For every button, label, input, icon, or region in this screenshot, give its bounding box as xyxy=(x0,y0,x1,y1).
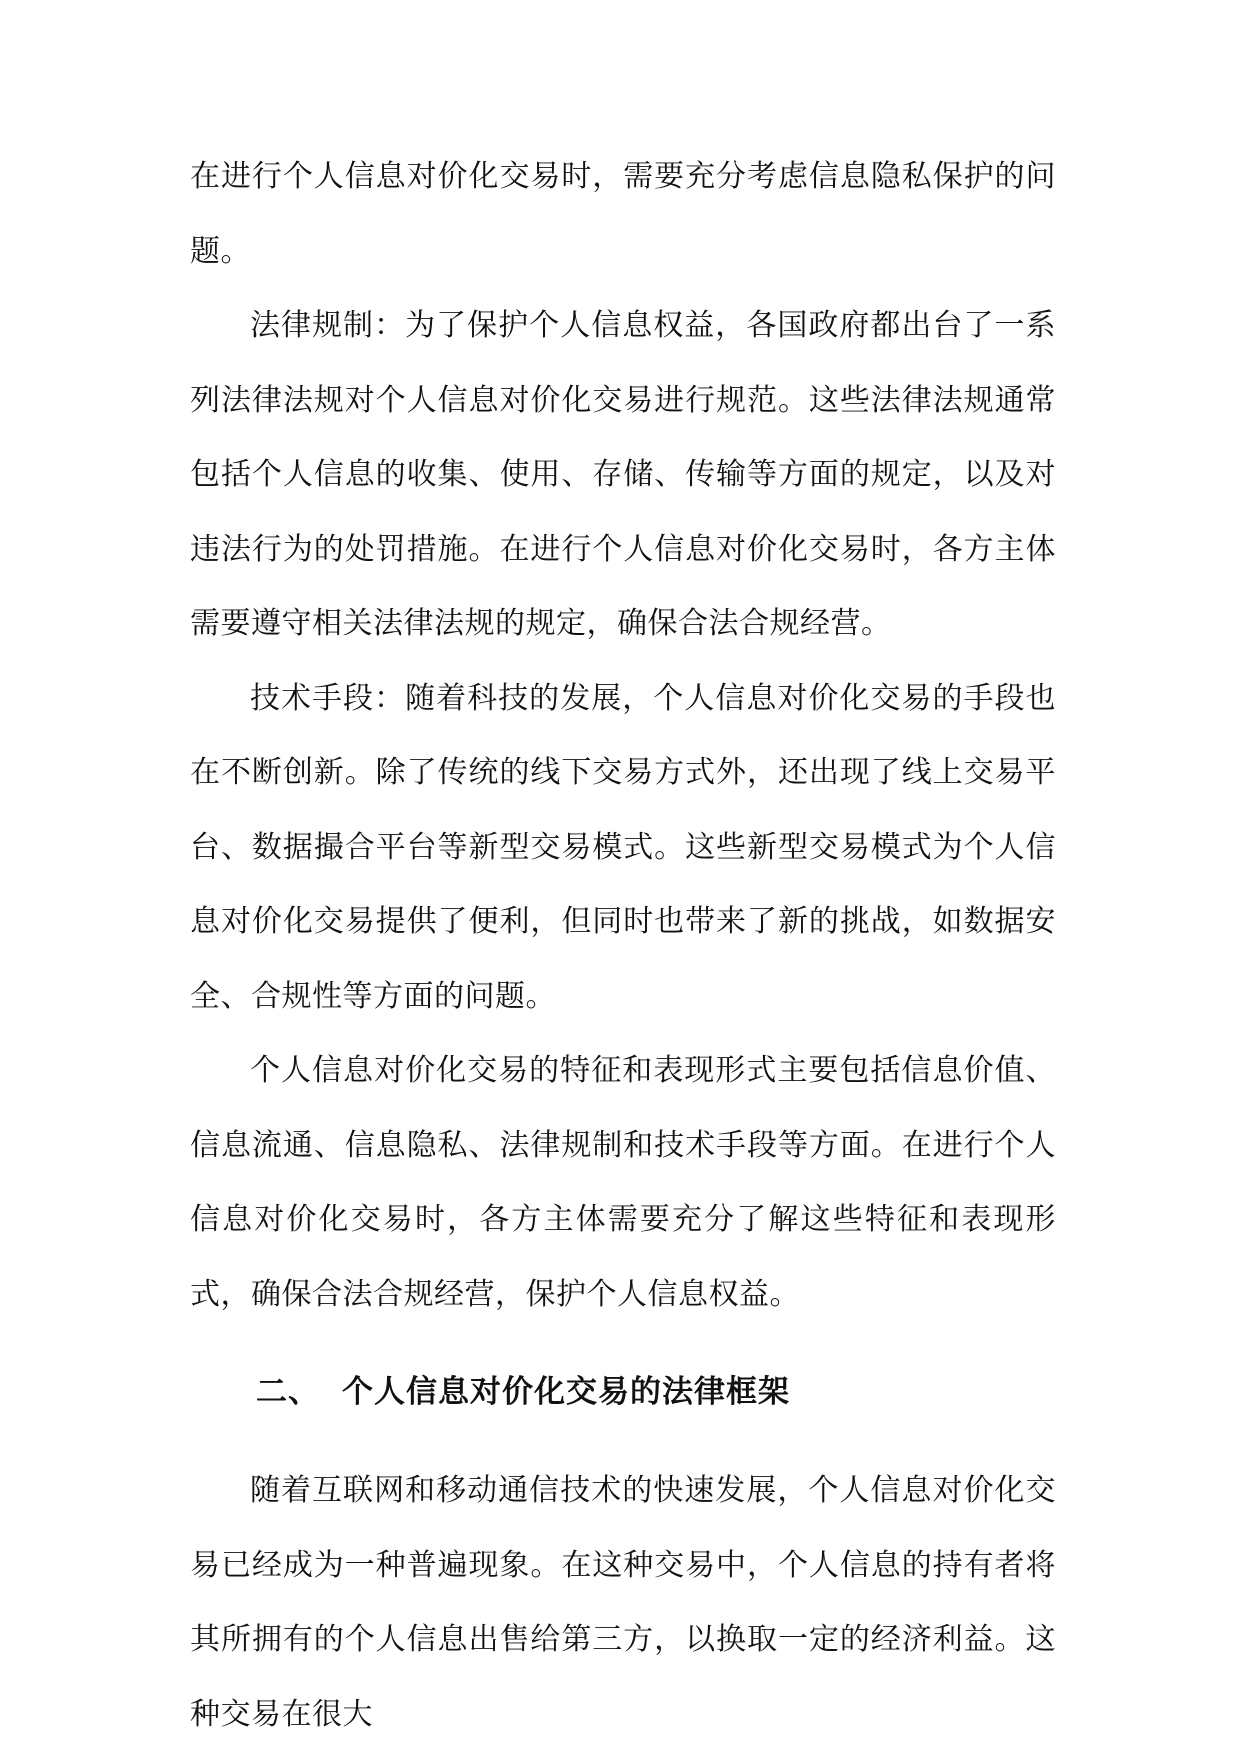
section-title: 个人信息对价化交易的法律框架 xyxy=(342,1374,790,1410)
paragraph-section-intro: 随着互联网和移动通信技术的快速发展，个人信息对价化交易已经成为一种普遍现象。在这种交易中，个人信息的持有者将其所拥有的个人信息出售给第三方，以换取一定的经济利益。这种交易在很大 xyxy=(190,1473,1056,1732)
document-page xyxy=(190,140,1056,1752)
paragraph-continuation: 在进行个人信息对价化交易时，需要充分考虑信息隐私保护的问题。 xyxy=(190,159,1056,269)
paragraph-legal-regulation: 法律规制：为了保护个人信息权益，各国政府都出台了一系列法律法规对个人信息对价化交易进行规范。这些法律法规通常包括个人信息的收集、使用、存储、传输等方面的规定，以及对违法行为的处罚措施。在进行个人信息对价化交易时，各方主体需要遵守相关法律法规的规定，确保合法合规经营。 xyxy=(190,308,1056,641)
paragraph-summary: 个人信息对价化交易的特征和表现形式主要包括信息价值、信息流通、信息隐私、法律规制和技术手段等方面。在进行个人信息对价化交易时，各方主体需要充分了解这些特征和表现形式，确保合法合规经营，保护个人信息权益。 xyxy=(190,1053,1056,1312)
section-number: 二、 xyxy=(256,1374,320,1410)
paragraph-technical-means: 技术手段：随着科技的发展，个人信息对价化交易的手段也在不断创新。除了传统的线下交易方式外，还出现了线上交易平台、数据撮合平台等新型交易模式。这些新型交易模式为个人信息对价化交易提供了便利，但同时也带来了新的挑战，如数据安全、合规性等方面的问题。 xyxy=(190,680,1056,1014)
section-heading xyxy=(190,1352,1056,1432)
